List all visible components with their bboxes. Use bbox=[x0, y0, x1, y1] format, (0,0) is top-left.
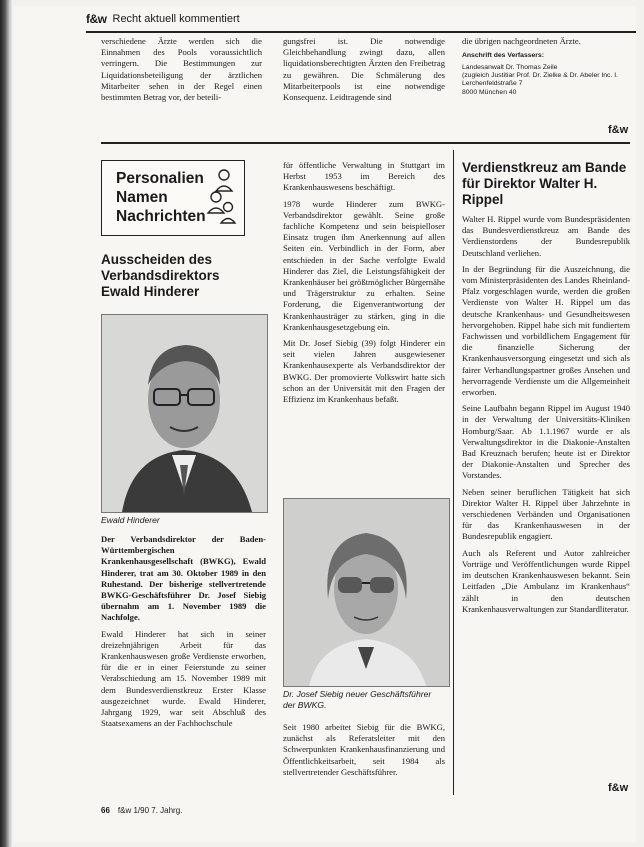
box-line: Personalien bbox=[116, 170, 204, 187]
binding-edge bbox=[0, 0, 12, 847]
personalien-box bbox=[101, 160, 245, 236]
end-logo: f&w bbox=[608, 124, 629, 136]
rippel-headline: Verdienstkreuz am Bande für Direktor Walter H. Rippel bbox=[462, 160, 627, 207]
hinderer-photo bbox=[101, 314, 268, 513]
middle-bottom-column bbox=[283, 722, 445, 783]
rippel-paragraph: Auch als Referent und Autor zahlreicher Vorträge und Veröffentlichungen wurde Rippel im deutschen Krankenhauswesen bekannt. Sein Leitfaden „Die Ambulanz im Krankenhaus“ zählt in den deutschen Krankenhausverwaltungen zur Standardliteratur. bbox=[462, 547, 630, 614]
section-title: Recht aktuell kommentiert bbox=[112, 13, 240, 25]
page-footer bbox=[101, 806, 182, 815]
body-paragraph: Ewald Hinderer hat sich in seiner dreizehnjährigen Arbeit für das Krankenhauswesen große Verdienste erworben, für die er in einer Feierstunde zu seiner Verabschiedung am 15. November 1989 mit dem Bundesverdienstkreuz Erster Klasse ausgezeichnet wurde. Ewald Hinderer, Jahrgang 1929, war seit Abschluß des Staatsexamens an der Fachhochschule bbox=[101, 628, 266, 729]
rippel-paragraph: Seine Laufbahn begann Rippel im August 1940 in der Verwaltung der Universitäts-Kliniken Homburg/Saar. Ab 1.1.1967 wurde er als Verwaltungsdirektor in die Diakonie-Anstalten Bad Kreuznach berufen; heute ist er Direktor der Diakonie-Anstalten und Sprecher des Vorstandes. bbox=[462, 403, 630, 481]
people-icon bbox=[204, 167, 238, 227]
author-address bbox=[462, 52, 630, 97]
personalien-box-title bbox=[116, 169, 206, 226]
rippel-article bbox=[462, 214, 630, 620]
author-line: 8000 München 40 bbox=[462, 88, 517, 96]
author-line: (zugleich Justitiar Prof. Dr. Zielke & Dr. Abeler Inc. I. bbox=[462, 72, 619, 80]
author-line: Lerchenfeldstraße 7 bbox=[462, 80, 523, 88]
portrait-image bbox=[102, 315, 267, 512]
siebig-photo-caption: Dr. Josef Siebig neuer Geschäftsführer der BWKG. bbox=[283, 689, 432, 710]
page-number: 66 bbox=[101, 806, 110, 815]
middle-column bbox=[283, 160, 445, 410]
middle-paragraph: 1978 wurde Hinderer zum BWKG-Verbandsdirektor gewählt. Seine große fachliche Kompetenz und sein beispielloser Einsatz trugen ihm Anerkennung auf allen Seiten ein. Verbindlich in der Form, aber entschieden in der Sache verfolgte Ewald Hinderer das Ziel, die Leistungsfähigkeit der Krankenhäuser bei größtmöglicher Bürgernähe und Trägerstruktur zu erhalten. Seine Forderung, die Eigenverantwortung der Krankenhausträger zu stärken, ging in die Krankenhausgesetzgebung ein. bbox=[283, 198, 445, 332]
section-rule bbox=[101, 142, 630, 144]
issue-info: f&w 1/90 7. Jahrg. bbox=[117, 806, 183, 815]
top-col1-text: verschiedene Ärzte werden sich die Einnahmen des Pools voraussichtlich verringern. Die Bestimmungen zur Liquidationsbeteiligung der ärztlichen Mitarbeiter sehen in der Regel einen bestimmten Betrag vor, der beteili- bbox=[101, 36, 262, 103]
hinderer-article bbox=[101, 534, 266, 734]
box-line: Nachrichten bbox=[116, 208, 206, 225]
middle-paragraph: für öffentliche Verwaltung in Stuttgart im Herbst 1953 im Bereich des Krankenhauswesens beschäftigt. bbox=[283, 160, 445, 193]
rippel-paragraph: In der Begründung für die Auszeichnung, die vom Ministerpräsidenten des Landes Rheinland-Pfalz vorgeschlagen wurde, werden die großen Verdienste von Walter H. Rippel um das deutsche Krankenhaus- und Gesundheitswesen hervorgehoben. Rippel habe sich mit fundiertem Fachwissen und vorbildlichem Engagement für die finanzielle Sicherung der Krankenhausversorgung eingesetzt und sich als fairer Verhandlungspartner großes Ansehen und hervorragende Verdienste um die Allgemeinheit erworben. bbox=[462, 263, 630, 398]
header-rule bbox=[86, 31, 636, 33]
rippel-paragraph: Neben seiner beruflichen Tätigkeit hat sich Direktor Walter H. Rippel über Jahrzehnte in verschiedenen Verbänden und Organisationen für das Krankenhauswesen in der Bundesrepublik engagiert. bbox=[462, 486, 630, 542]
rippel-paragraph: Walter H. Rippel wurde vom Bundespräsidenten das Bundesverdienstkreuz am Bande des Verdienstordens der Bundesrepublik Deutschland verliehen. bbox=[462, 214, 630, 258]
top-col3-text: die übrigen nachgeordneten Ärzte. bbox=[462, 36, 581, 46]
middle-bottom-paragraph: Seit 1980 arbeitet Siebig für die BWKG, zunächst als Referatsleiter mit den Schwerpunkten Krankenhausfinanzierung und Öffentlichkeitsarbeit, seit 1984 als stellvertretender Geschäftsführer. bbox=[283, 722, 445, 777]
hinderer-headline: Ausscheiden des Verbandsdirektors Ewald Hinderer bbox=[101, 252, 220, 299]
box-line: Namen bbox=[116, 189, 168, 206]
top-column-2 bbox=[283, 36, 445, 108]
middle-paragraph: Mit Dr. Josef Siebig (39) folgt Hinderer ein seit vielen Jahren ausgewiesener Krankenhausexperte als Verbandsdirektor der BWKG. Der promovierte Volkswirt hatte sich schon an der Universität mit den Fragen der Effizienz im Krankenhaus befaßt. bbox=[283, 338, 445, 405]
top-col2-text: gungsfrei ist. Die notwendige Gleichbehandlung zwingt dazu, allen liquidationsberechtigten Ärzten den Freibetrag zu gewähren. Die Schmälerung des Mitarbeiterpools ist eine notwendige Konsequenz. Leidtragende sind bbox=[283, 36, 445, 103]
top-column-3 bbox=[462, 36, 630, 97]
column-divider bbox=[453, 150, 454, 795]
siebig-photo bbox=[283, 498, 450, 687]
lead-paragraph: Der Verbandsdirektor der Baden-Württembergischen Krankenhausgesellschaft (BWKG), Ewald Hinderer, trat am 30. Oktober 1989 in den Ruhestand. Der bisherige stellvertretende BWKG-Geschäftsführer Dr. Josef Siebig übernahm am 1. November 1989 die Nachfolge. bbox=[101, 534, 266, 623]
portrait-image bbox=[284, 499, 449, 686]
page-header bbox=[86, 12, 240, 26]
author-label: Anschrift des Verfassers: bbox=[462, 52, 544, 60]
hinderer-photo-caption: Ewald Hinderer bbox=[101, 515, 160, 525]
end-logo: f&w bbox=[608, 782, 629, 794]
top-column-1 bbox=[101, 36, 262, 108]
magazine-logo: f&w bbox=[86, 12, 107, 26]
author-line: Landesanwalt Dr. Thomas Zeile bbox=[462, 63, 558, 71]
